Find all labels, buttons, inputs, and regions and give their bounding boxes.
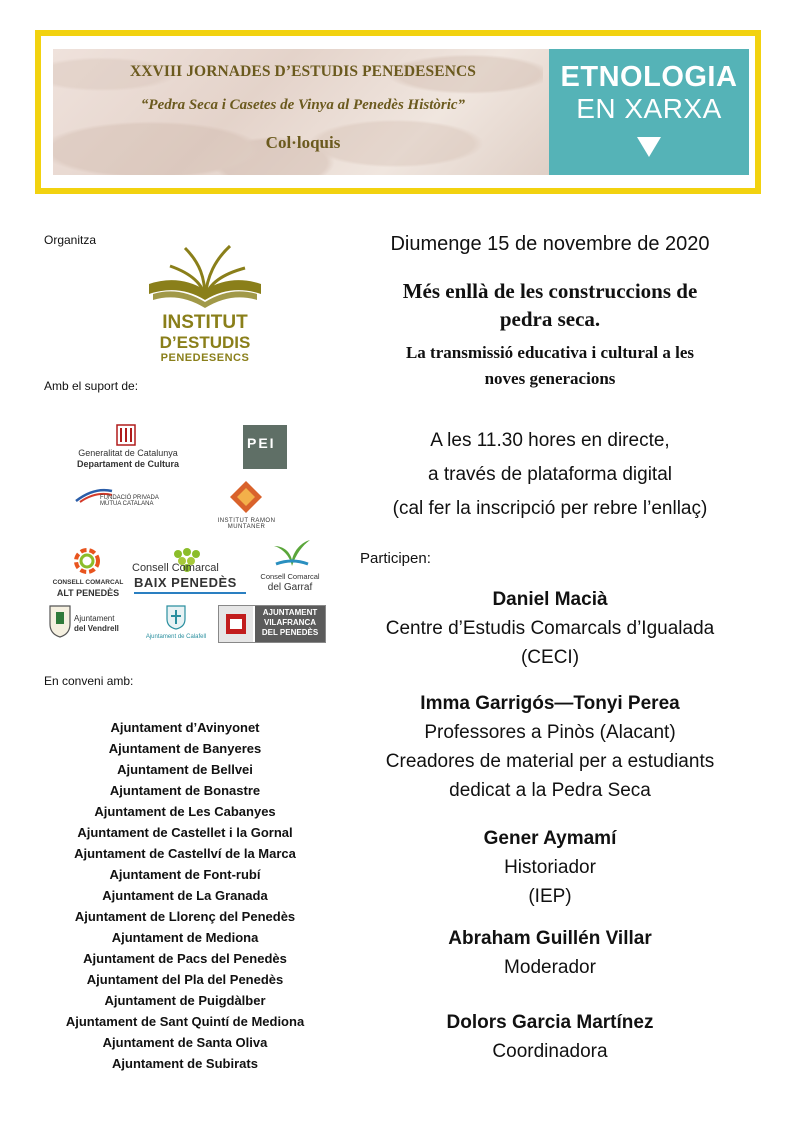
list-item: Ajuntament de Banyeres [108,741,262,756]
participant [350,585,750,672]
vilafranca-text-bg [255,606,325,642]
baix-penedes-underline [134,592,246,594]
event-time-info [355,424,745,526]
participant-name: Dolors Garcia Martínez [446,1012,654,1033]
headline-line2: pedra seca. [499,307,601,331]
list-item: Ajuntament de Subirats [112,1056,258,1071]
list-item: Ajuntament de Bellvei [117,762,253,777]
list-item: Ajuntament de Llorenç del Penedès [74,909,296,924]
event-date: Diumenge 15 de novembre de 2020 [390,233,710,255]
event-headline [350,277,750,333]
participant-name: Imma Garrigós—Tonyi Perea [420,693,680,714]
participant [350,924,750,982]
iep-line1: INSTITUT [162,312,248,333]
garraf-plant-icon [272,538,312,568]
participant-desc: Historiador [504,857,596,878]
vendrell-shield-icon [48,604,72,638]
event-subheadline [350,340,750,392]
baix-penedes-logo [132,546,252,596]
participant-desc: Coordinadora [492,1041,608,1062]
generalitat-logo [68,424,188,474]
garraf-line2: del Garraf [267,582,313,593]
conveni-label: En conveni amb: [44,674,134,688]
pei-logo [243,425,287,469]
list-item: Ajuntament de La Granada [102,888,268,903]
event-subtitle: “Pedra Seca i Casetes de Vinya al Penedès Històric” [140,97,466,113]
participant-name: Daniel Macià [492,589,608,610]
iep-logo [145,238,265,368]
vendrell-line1: Ajuntament [74,614,115,623]
time-line2: a través de plataforma digital [428,464,672,485]
list-item: Ajuntament de Castellet i la Gornal [77,825,293,840]
generalitat-line2: Departament de Cultura [76,459,180,469]
participant-name: Gener Aymamí [483,828,617,849]
generalitat-emblem-icon [116,424,136,446]
mutua-catalana-logo [70,487,162,517]
book-tree-icon [145,238,265,308]
subhead-line2: noves generacions [484,369,616,388]
etno-line2: EN XARXA [576,93,722,124]
alt-penedes-ring-icon [72,546,102,576]
organitza-label: Organitza [44,233,97,247]
list-item: Ajuntament de Bonastre [109,783,261,798]
generalitat-line1: Generalitat de Catalunya [78,448,178,458]
calafell-logo [140,604,212,644]
ajuntaments-list [40,717,330,1074]
time-line1: A les 11.30 hores en directe, [430,430,670,451]
vilafranca-emblem-icon [225,613,247,635]
ramon-muntaner-emblem-icon [229,480,263,514]
header-banner [35,30,761,194]
vendrell-line2: del Vendrell [74,624,119,633]
vilafranca-line2: VILAFRANCA [264,618,316,627]
pei-text: PEI [247,435,276,451]
alt-penedes-logo [52,546,124,602]
list-item: Ajuntament de Les Cabanyes [94,804,276,819]
list-item: Ajuntament del Pla del Penedès [86,972,284,987]
colloquis-label: Col·loquis [265,133,341,152]
participant-name: Abraham Guillén Villar [448,928,652,949]
time-line3: (cal fer la inscripció per rebre l’enllaç) [392,498,708,519]
etnologia-en-xarxa-logo [549,49,749,175]
list-item: Ajuntament de Santa Oliva [102,1035,268,1050]
participant-desc: Professores a Pinòs (Alacant) [424,722,676,743]
event-title: XXVIII JORNADES D’ESTUDIS PENEDESENCS [129,63,477,80]
iep-line3: PENEDESENCS [160,352,250,364]
calafell-shield-icon [165,604,187,630]
chevron-down-icon [637,137,661,159]
baix-penedes-line1: Consell Comarcal [132,562,219,574]
etno-line1: ETNOLOGIA [560,61,738,93]
garraf-logo [260,538,320,596]
vilafranca-line3: DEL PENEDÈS [261,628,319,637]
participant-desc: Moderador [504,957,596,978]
vilafranca-emblem-bg [219,606,253,642]
suport-label: Amb el suport de: [44,379,139,393]
garraf-line1: Consell Comarcal [260,572,320,581]
list-item: Ajuntament d’Avinyonet [110,720,260,735]
participant-desc: dedicat a la Pedra Seca [449,780,651,801]
participant-desc: Centre d’Estudis Comarcals d’Igualada [385,618,715,639]
vendrell-logo [48,604,138,644]
baix-penedes-line2: BAIX PENEDÈS [134,575,237,590]
alt-penedes-line1: CONSELL COMARCAL [52,579,124,586]
subhead-line1: La transmissió educativa i cultural a les [405,343,695,362]
list-item: Ajuntament de Sant Quintí de Mediona [65,1014,305,1029]
participant-desc: Creadores de material per a estudiants [385,751,715,772]
vilafranca-line1: AJUNTAMENT [262,608,318,617]
list-item: Ajuntament de Castellví de la Marca [74,846,296,861]
banner-background [53,49,749,175]
mutua-text: FUNDACIÓ PRIVADA MÚTUA CATALANA [100,495,159,507]
list-item: Ajuntament de Font-rubí [109,867,261,882]
ramon-muntaner-logo [199,480,294,530]
alt-penedes-line2: ALT PENEDÈS [56,588,120,598]
list-item: Ajuntament de Pacs del Penedès [83,951,287,966]
headline-line1: Més enllà de les construccions de [402,279,698,303]
list-item: Ajuntament de Puigdàlber [104,993,266,1008]
participant [350,1008,750,1066]
participant-desc: (CECI) [520,647,580,668]
vilafranca-logo [218,605,326,643]
list-item: Ajuntament de Mediona [111,930,259,945]
iep-line2: D’ESTUDIS [159,333,251,352]
participen-label: Participen: [360,550,431,567]
participant [350,689,750,805]
participant [350,824,750,911]
ramon-muntaner-text: INSTITUT RAMON MUNTANER [217,518,276,530]
calafell-text: Ajuntament de Calafell [145,634,207,640]
participant-desc: (IEP) [528,886,572,907]
